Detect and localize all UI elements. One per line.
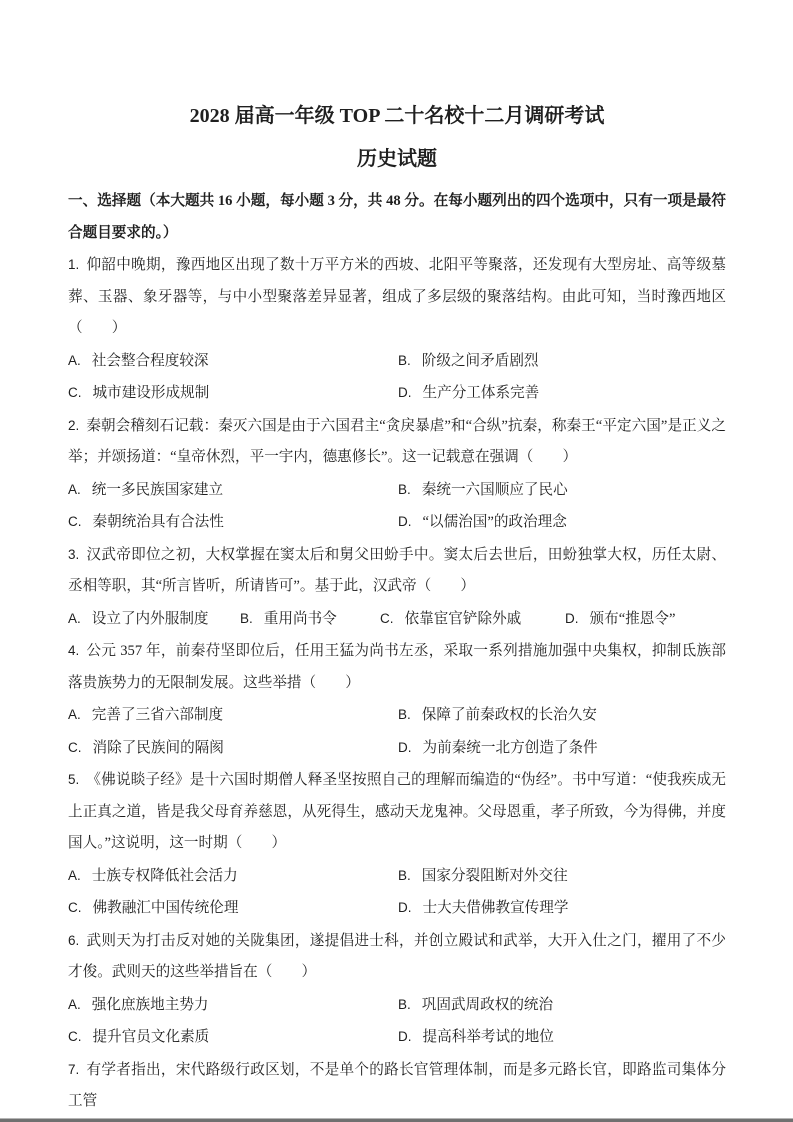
option-text: 重用尚书令 <box>263 610 337 627</box>
option-text: 阶级之间矛盾剧烈 <box>421 352 539 369</box>
option-letter: B. <box>398 996 411 1012</box>
option-a <box>68 860 398 893</box>
question <box>68 249 726 410</box>
question-stem-text: 汉武帝即位之初，大权掌握在窦太后和舅父田蚡手中。窦太后去世后，田蚡独掌大权，历任太尉、丞相等职，其“所言皆听，所请皆可”。基于此，汉武帝（ ） <box>68 546 726 594</box>
question-number: 4. <box>68 643 80 658</box>
exam-title: 2028 届高一年级 TOP 二十名校十二月调研考试 <box>189 105 605 127</box>
exam-subtitle: 历史试题 <box>357 148 437 170</box>
options <box>68 989 726 1054</box>
option-text: 士大夫借佛教宣传理学 <box>422 900 569 916</box>
question-stem-text: 秦朝会稽刻石记载：秦灭六国是由于六国君主“贪戾暴虐”和“合纵”抗秦，称秦王“平定六国”是正义之举；并颂扬道：“皇帝休烈，平一宇内，德惠修长”。这一记载意在强调（ ） <box>68 417 726 465</box>
option-a <box>68 474 398 507</box>
option-text: 秦朝统治具有合法性 <box>92 514 224 530</box>
option-d <box>565 603 675 636</box>
option-a <box>68 345 398 378</box>
option-letter: A. <box>68 352 81 368</box>
option-letter: B. <box>398 481 411 497</box>
question <box>68 539 726 636</box>
option-d <box>398 1021 726 1054</box>
option-text: 依靠宦官铲除外戚 <box>404 610 522 627</box>
option-a <box>68 989 398 1022</box>
options <box>68 603 726 636</box>
option-letter: C. <box>68 900 82 915</box>
option-letter: A. <box>68 867 81 883</box>
option-a <box>68 699 398 732</box>
option-text: 消除了民族间的隔阂 <box>92 739 224 756</box>
option-letter: B. <box>240 610 253 626</box>
question-stem-text: 武则天为打击反对她的关陇集团，遂提倡进士科，并创立殿试和武举，大开入仕之门，擢用了不少才俊。武则天的这些举措旨在（ ） <box>68 932 726 980</box>
option-c <box>68 732 398 765</box>
option-c <box>68 377 398 410</box>
question <box>68 925 726 1054</box>
options <box>68 345 726 410</box>
option-text: 秦统一六国顺应了民心 <box>421 481 568 498</box>
option-a <box>68 603 240 636</box>
option-text: 提高科举考试的地位 <box>422 1029 554 1045</box>
option-letter: B. <box>398 352 411 368</box>
option-letter: C. <box>68 385 82 400</box>
options <box>68 699 726 764</box>
option-text: 社会整合程度较深 <box>91 352 209 369</box>
option-text: 城市建设形成规制 <box>92 385 210 401</box>
question-stem-text: 《佛说睒子经》是十六国时期僧人释圣坚按照自己的理解而编造的“伪经”。书中写道：“使我疾成无上正真之道，皆是我父母育养慈恩，从死得生，感动天龙鬼神。父母恩重，孝子所致，今为得佛，并度国人。”这说明，这一时期（ ） <box>68 772 726 851</box>
option-text: 保障了前秦政权的长治久安 <box>421 707 597 723</box>
option-text: 颁布“推恩令” <box>589 610 676 627</box>
option-letter: A. <box>68 481 81 497</box>
question <box>68 635 726 764</box>
option-b <box>398 345 726 378</box>
option-text: 提升官员文化素质 <box>92 1029 210 1045</box>
question-stem <box>68 410 726 474</box>
option-d <box>398 892 726 925</box>
window-bottom-edge <box>0 1118 793 1122</box>
question <box>68 764 726 925</box>
question-number: 7. <box>68 1061 80 1077</box>
option-letter: B. <box>398 707 411 722</box>
option-letter: C. <box>68 739 82 755</box>
option-b <box>398 989 726 1022</box>
option-b <box>398 860 726 893</box>
option-text: 统一多民族国家建立 <box>91 481 224 498</box>
question-stem-text: 有学者指出，宋代路级行政区划，不是单个的路长官管理体制，而是多元路长官，即路监司集体分工管 <box>68 1061 726 1109</box>
question-number: 3. <box>68 546 80 562</box>
option-text: 完善了三省六部制度 <box>91 707 224 723</box>
question-stem <box>68 635 726 699</box>
option-d <box>398 732 726 765</box>
option-c <box>380 603 565 636</box>
question-stem <box>68 1054 726 1118</box>
question-stem <box>68 925 726 989</box>
option-text: 士族专权降低社会活力 <box>91 867 238 884</box>
option-text: “以儒治国”的政治理念 <box>422 514 567 530</box>
option-letter: D. <box>398 514 412 529</box>
question-number: 2. <box>68 417 80 433</box>
options <box>68 860 726 925</box>
options <box>68 474 726 539</box>
question-number: 5. <box>68 772 80 787</box>
option-text: 国家分裂阻断对外交往 <box>421 867 568 884</box>
question-stem <box>68 539 726 603</box>
question-stem-text: 公元 357 年，前秦苻坚即位后，任用王猛为尚书左丞，采取一系列措施加强中央集权，抑制氐族部落贵族势力的无限制发展。这些举措（ ） <box>68 643 726 691</box>
option-letter: A. <box>68 610 81 626</box>
option-letter: D. <box>398 739 412 755</box>
question-stem-text: 仰韶中晚期，豫西地区出现了数十万平方米的西坡、北阳平等聚落，还发现有大型房址、高等级墓葬、玉器、象牙器等，与中小型聚落差异显著，组成了多层级的聚落结构。由此可知，当时豫西地区（ ） <box>68 257 726 336</box>
section-heading: 一、选择题（本大题共 16 小题，每小题 3 分，共 48 分。在每小题列出的四个选项中，只有一项是最符合题目要求的。） <box>68 193 726 241</box>
option-c <box>68 1021 398 1054</box>
option-text: 强化庶族地主势力 <box>91 996 209 1013</box>
option-letter: D. <box>398 1029 412 1044</box>
option-d <box>398 377 726 410</box>
option-letter: A. <box>68 996 81 1012</box>
question <box>68 410 726 539</box>
option-letter: A. <box>68 707 81 722</box>
question-stem <box>68 764 726 860</box>
option-d <box>398 506 726 539</box>
option-c <box>68 506 398 539</box>
option-letter: D. <box>398 900 412 915</box>
questions-list <box>68 249 726 1118</box>
option-c <box>68 892 398 925</box>
option-text: 巩固武周政权的统治 <box>421 996 554 1013</box>
option-text: 生产分工体系完善 <box>422 385 540 401</box>
option-letter: B. <box>398 867 411 883</box>
question <box>68 1054 726 1118</box>
option-letter: C. <box>380 610 394 626</box>
question-stem <box>68 249 726 345</box>
option-letter: C. <box>68 1029 82 1044</box>
option-text: 佛教融汇中国传统伦理 <box>92 900 239 916</box>
option-b <box>398 474 726 507</box>
option-letter: D. <box>565 610 579 626</box>
option-b <box>398 699 726 732</box>
option-text: 为前秦统一北方创造了条件 <box>422 739 598 756</box>
option-text: 设立了内外服制度 <box>91 610 209 627</box>
option-letter: C. <box>68 514 82 529</box>
question-number: 1. <box>68 257 80 272</box>
option-letter: D. <box>398 385 412 400</box>
question-number: 6. <box>68 932 80 948</box>
option-b <box>240 603 380 636</box>
